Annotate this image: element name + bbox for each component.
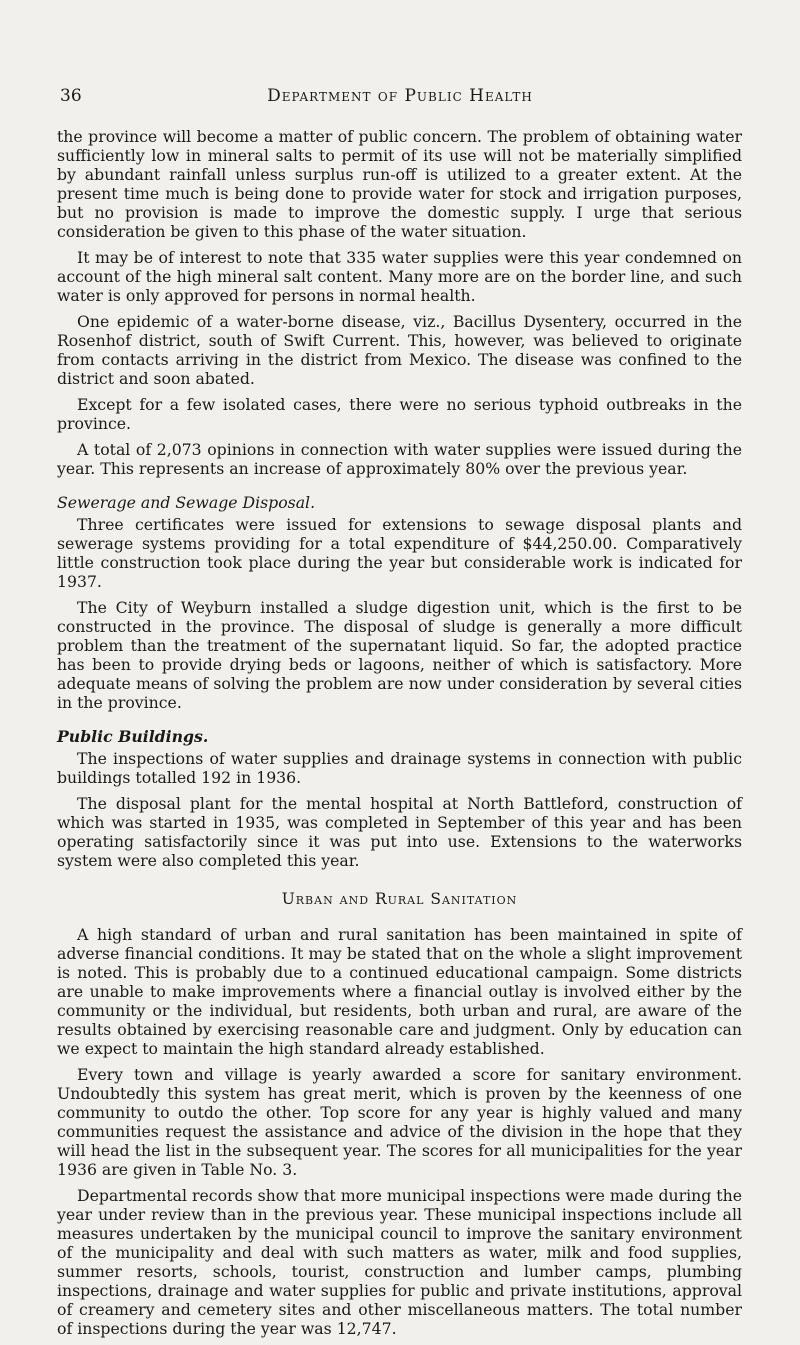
paragraph: The inspections of water supplies and drainage systems in connection with public buildings totalled 192 in 1936. [57, 749, 742, 787]
page-header [60, 86, 740, 114]
sewerage-heading: Sewerage and Sewage Disposal. [57, 493, 316, 512]
paragraph: Three certificates were issued for extensions to sewage disposal plants and sewerage systems providing for a total expenditure of $44,250.00. Comparatively little construction took place during the year but considerable work is indicated for 1937. [57, 515, 742, 591]
paragraph: A high standard of urban and rural sanitation has been maintained in spite of adverse financial conditions. It may be stated that on the whole a slight improvement is noted. This is probably due to a continued educational campaign. Some districts are unable to make improvements where a financial outlay is involved either by the community or the individual, but residents, both urban and rural, are aware of the results obtained by exercising reasonable care and judgment. Only by education can we expect to maintain the high standard already established. [57, 925, 742, 1058]
running-head: Department of Public Health [267, 86, 533, 106]
page-number: 36 [60, 86, 82, 106]
paragraph: the province will become a matter of public concern. The problem of obtaining water sufficiently low in mineral salts to permit of its use will not be materially simplified by abundant rainfall unless surplus run-off is utilized to a greater extent. At the present time much is being done to provide water for stock and irrigation purposes, but no provision is made to improve the domestic supply. I urge that serious consideration be given to this phase of the water situation. [57, 127, 742, 241]
sanitation-heading: Urban and Rural Sanitation [281, 890, 518, 908]
paragraph: Except for a few isolated cases, there were no serious typhoid outbreaks in the province. [57, 395, 742, 433]
public-buildings-heading: Public Buildings. [57, 727, 209, 746]
paragraph: One epidemic of a water-borne disease, viz., Bacillus Dysentery, occurred in the Rosenhof district, south of Swift Current. This, however, was believed to originate from contacts arriving in the district from Mexico. The disease was confined to the district and soon abated. [57, 312, 742, 388]
paragraph: It may be of interest to note that 335 water supplies were this year condemned on account of the high mineral salt content. Many more are on the border line, and such water is only approved for persons in normal health. [57, 248, 742, 305]
paragraph: The disposal plant for the mental hospital at North Battleford, construction of which was started in 1935, was completed in September of this year and has been operating satisfactorily since it was put into use. Extensions to the waterworks system were also completed this year. [57, 794, 742, 870]
paragraph: Every town and village is yearly awarded a score for sanitary environment. Undoubtedly this system has great merit, which is proven by the keenness of one community to outdo the other. Top score for any year is highly valued and many communities request the assistance and advice of the division in the hope that they will head the list in the subsequent year. The scores for all municipalities for the year 1936 are given in Table No. 3. [57, 1065, 742, 1179]
paragraph: Departmental records show that more municipal inspections were made during the year under review than in the previous year. These municipal inspections include all measures undertaken by the municipal council to improve the sanitary environment of the municipality and deal with such matters as water, milk and food supplies, summer resorts, schools, tourist, construction and lumber camps, plumbing inspections, drainage and water supplies for public and private institutions, approval of creamery and cemetery sites and other miscellaneous matters. The total number of inspections during the year was 12,747. [57, 1186, 742, 1338]
body-text [57, 127, 742, 1345]
paragraph: A total of 2,073 opinions in connection with water supplies were issued during the year. This represents an increase of approximately 80% over the previous year. [57, 440, 742, 478]
paragraph: The City of Weyburn installed a sludge digestion unit, which is the first to be constructed in the province. The disposal of sludge is generally a more difficult problem than the treatment of the supernatant liquid. So far, the adopted practice has been to provide drying beds or lagoons, neither of which is satisfactory. More adequate means of solving the problem are now under consideration by several cities in the province. [57, 598, 742, 712]
